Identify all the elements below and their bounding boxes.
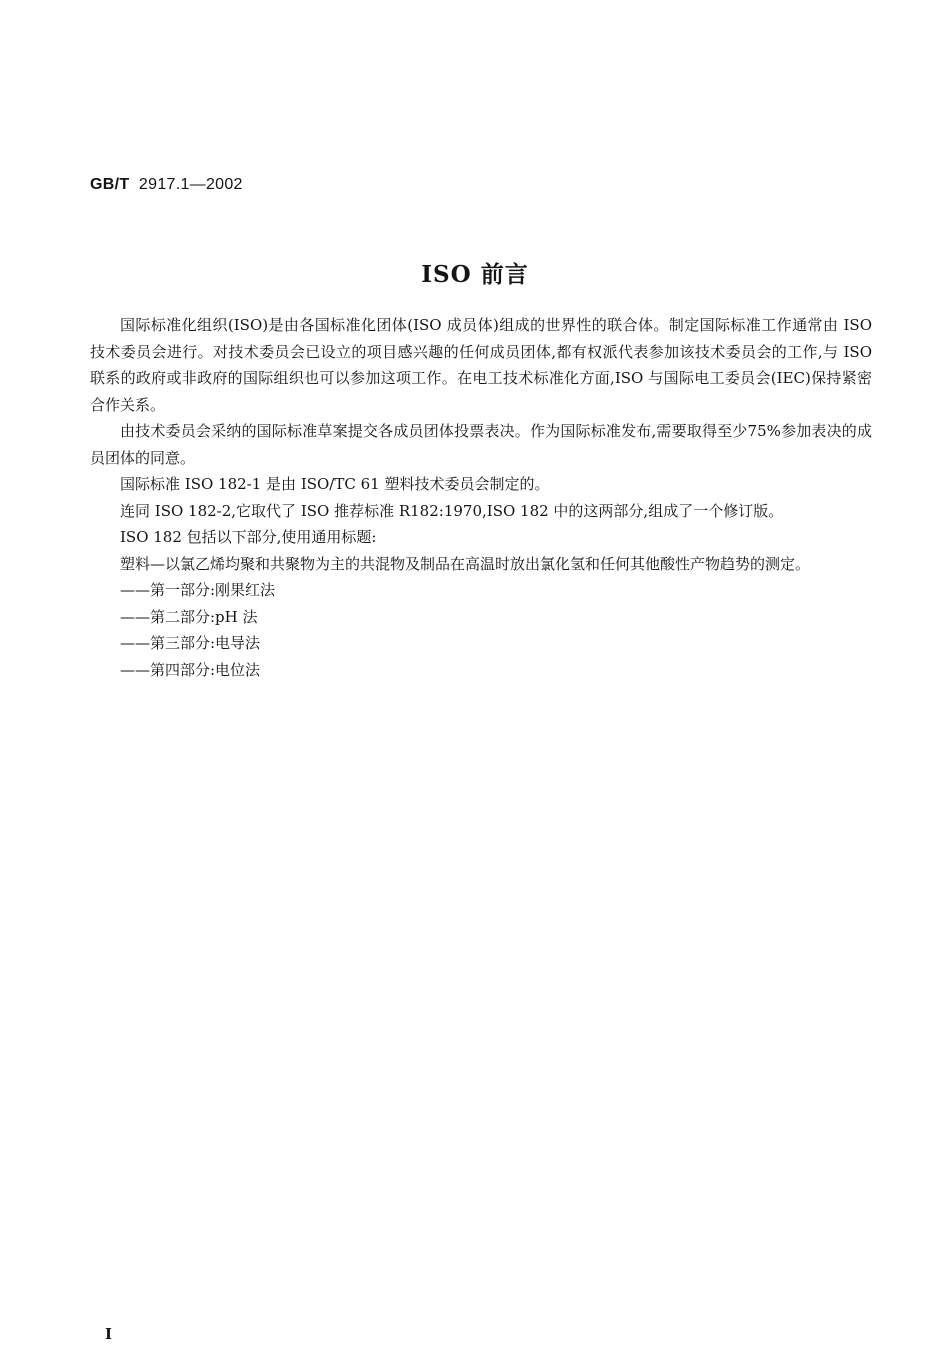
foreword-body <box>90 312 872 683</box>
list-item-part-3: ——第三部分:电导法 <box>120 634 261 652</box>
list-item-part-2: ——第二部分:pH 法 <box>120 607 258 626</box>
standard-code <box>90 176 243 194</box>
standard-number: 2917.1—2002 <box>138 176 243 193</box>
paragraph-general-title: 塑料—以氯乙烯均聚和共聚物为主的共混物及制品在高温时放出氯化氢和任何其他酸性产物趋势的测定。 <box>120 554 811 573</box>
paragraph-voting: 由技术委员会采纳的国际标准草案提交各成员团体投票表决。作为国际标准发布,需要取得至少75%参加表决的成员团体的同意。 <box>90 422 872 467</box>
standard-prefix: GB/T <box>90 176 130 193</box>
paragraph-prepared-by: 国际标准 ISO 182-1 是由 ISO/TC 61 塑料技术委员会制定的。 <box>120 475 550 493</box>
paragraph-replaces: 连同 ISO 182-2,它取代了 ISO 推荐标准 R182:1970,ISO 182 中的这两部分,组成了一个修订版。 <box>120 501 784 520</box>
paragraph-iso-intro: 国际标准化组织(ISO)是由各国标准化团体(ISO 成员体)组成的世界性的联合体。制定国际标准工作通常由 ISO 技术委员会进行。对技术委员会已设立的项目感兴趣的任何成员团体,都有权派代表参加该技术委员会的工作,与 ISO 联系的政府或非政府的国际组织也可以参加这项工作。在电工技术标准化方面,ISO 与国际电工委员会(IEC)保持紧密合作关系。 <box>90 316 872 414</box>
page-title: ISO 前言 <box>421 261 529 288</box>
page-number: I <box>105 1325 113 1343</box>
list-item-part-4: ——第四部分:电位法 <box>120 660 261 679</box>
paragraph-parts-intro: ISO 182 包括以下部分,使用通用标题: <box>120 528 377 546</box>
list-item-part-1: ——第一部分:刚果红法 <box>120 581 276 599</box>
